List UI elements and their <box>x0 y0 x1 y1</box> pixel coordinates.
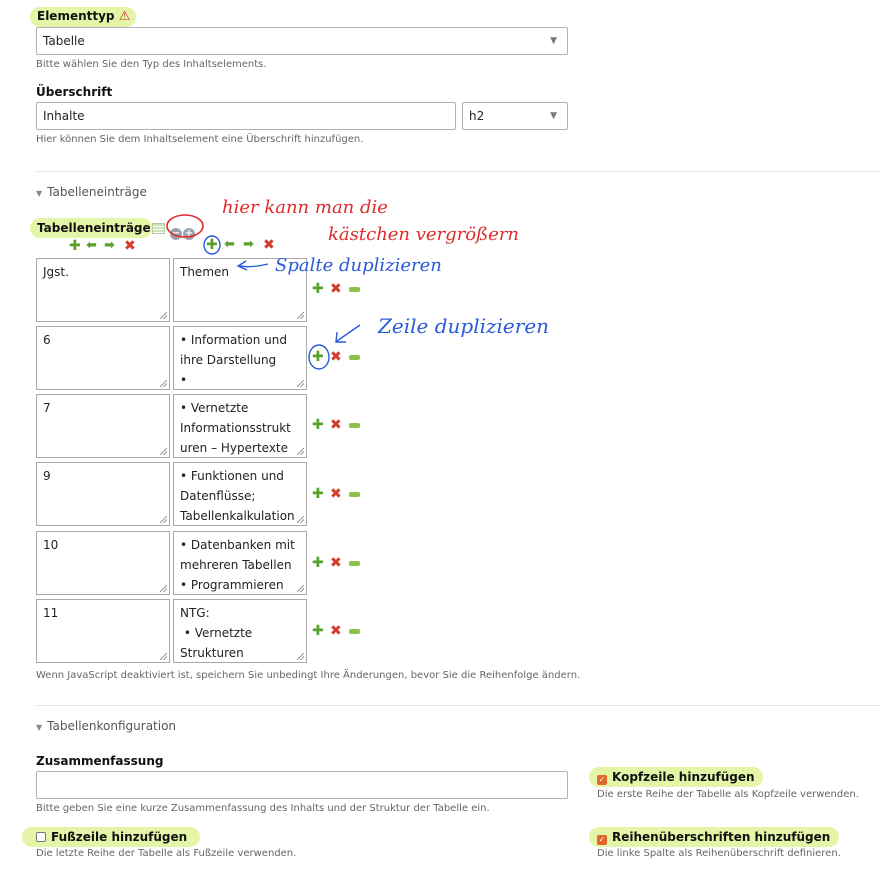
header-checkbox[interactable]: ✓ <box>598 775 606 784</box>
element-type-select[interactable]: Tabelle ▼ <box>36 27 568 55</box>
summary-label: Zusammenfassung <box>36 754 164 768</box>
chevron-down-icon: ▼ <box>550 111 557 121</box>
move-right-icon[interactable]: ➡ <box>104 238 115 253</box>
delete-row-icon[interactable]: ✖ <box>330 623 342 639</box>
add-row-icon[interactable]: ✚ <box>312 281 324 297</box>
delete-row-icon[interactable]: ✖ <box>330 486 342 502</box>
entries-label: Tabelleneinträge <box>37 221 151 235</box>
delete-column-icon[interactable]: ✖ <box>124 238 136 254</box>
table-cell[interactable]: Jgst. <box>36 258 170 322</box>
summary-input[interactable] <box>36 771 568 799</box>
table-cell[interactable]: 10 <box>36 531 170 595</box>
table-cell[interactable]: • Datenbanken mit mehreren Tabellen • Programmieren <box>173 531 307 595</box>
move-right-icon[interactable]: ➡ <box>243 237 254 252</box>
table-cell[interactable]: 7 <box>36 394 170 458</box>
annotation-duplicate-column: Spalte duplizieren <box>275 255 442 276</box>
table-cell[interactable]: 9 <box>36 462 170 526</box>
element-type-help: Bitte wählen Sie den Typ des Inhaltselements. <box>36 59 267 70</box>
add-row-icon[interactable]: ✚ <box>312 555 324 571</box>
add-column-icon[interactable]: ✚ <box>69 238 81 254</box>
summary-help: Bitte geben Sie eine kurze Zusammenfassung des Inhalts und der Struktur der Tabelle ein. <box>36 803 490 814</box>
heading-help: Hier können Sie dem Inhaltselement eine Überschrift hinzufügen. <box>36 134 364 145</box>
triangle-down-icon: ▼ <box>36 723 43 732</box>
add-row-icon[interactable]: ✚ <box>312 349 324 365</box>
table-cell[interactable]: NTG: • Vernetzte Strukturen <box>173 599 307 663</box>
footer-checkbox[interactable] <box>36 832 46 842</box>
move-left-icon[interactable]: ⬅ <box>86 238 97 253</box>
annotation-circle-blue <box>204 236 220 254</box>
table-cell[interactable]: • Funktionen und Datenflüsse; Tabellenkalkulation <box>173 462 307 526</box>
chevron-down-icon: ▼ <box>550 36 557 46</box>
delete-column-icon[interactable]: ✖ <box>263 237 275 253</box>
section-config-toggle[interactable]: ▼ Tabellenkonfiguration <box>36 719 177 733</box>
annotation-arrow-column <box>238 261 268 270</box>
delete-row-icon[interactable]: ✖ <box>330 417 342 433</box>
table-cell[interactable]: • Information und ihre Darstellung • <box>173 326 307 390</box>
row-headers-checkbox[interactable]: ✓ <box>598 835 606 844</box>
delete-row-icon[interactable]: ✖ <box>330 281 342 297</box>
add-row-icon[interactable]: ✚ <box>312 417 324 433</box>
element-type-label: Elementtyp ⚠ <box>37 9 131 24</box>
javascript-note: Wenn JavaScript deaktiviert ist, speichern Sie unbedingt Ihre Änderungen, bevor Sie die Reihenfolge ändern. <box>36 670 581 681</box>
heading-input[interactable]: Inhalte <box>36 102 456 130</box>
footer-option[interactable]: Fußzeile hinzufügen <box>36 830 187 844</box>
delete-row-icon[interactable]: ✖ <box>330 555 342 571</box>
row-headers-option[interactable]: ✓ Reihenüberschriften hinzufügen <box>598 830 831 844</box>
triangle-down-icon: ▼ <box>36 189 43 198</box>
table-cell[interactable]: • Vernetzte Informationsstrukt uren – Hypertexte <box>173 394 307 458</box>
heading-label: Überschrift <box>36 85 113 99</box>
table-cell[interactable]: 6 <box>36 326 170 390</box>
add-column-icon[interactable]: ✚ <box>206 237 218 253</box>
divider <box>36 705 880 706</box>
add-row-icon[interactable]: ✚ <box>312 486 324 502</box>
header-option[interactable]: ✓ Kopfzeile hinzufügen <box>598 770 755 784</box>
add-row-icon[interactable]: ✚ <box>312 623 324 639</box>
section-entries-toggle[interactable]: ▼ Tabelleneinträge <box>36 185 147 199</box>
annotation-resize-line1: hier kann man die <box>222 197 388 218</box>
enlarge-icon[interactable]: + <box>184 228 194 239</box>
heading-level-select[interactable]: h2 ▼ <box>462 102 568 130</box>
header-option-help: Die erste Reihe der Tabelle als Kopfzeile verwenden. <box>597 789 859 800</box>
footer-option-help: Die letzte Reihe der Tabelle als Fußzeile verwenden. <box>36 848 297 859</box>
move-left-icon[interactable]: ⬅ <box>224 237 235 252</box>
row-headers-option-help: Die linke Spalte als Reihenüberschrift definieren. <box>597 848 841 859</box>
annotation-arrow-row <box>336 325 360 342</box>
annotation-circle-red <box>167 215 203 237</box>
delete-row-icon[interactable]: ✖ <box>330 349 342 365</box>
annotation-duplicate-row: Zeile duplizieren <box>378 314 550 338</box>
shrink-icon[interactable]: − <box>171 228 181 239</box>
annotation-circle-row <box>309 345 329 369</box>
annotation-resize-line2: kästchen vergrößern <box>328 224 520 245</box>
table-cell[interactable]: Themen <box>173 258 307 322</box>
warning-icon: ⚠ <box>118 9 131 24</box>
table-cell[interactable]: 11 <box>36 599 170 663</box>
